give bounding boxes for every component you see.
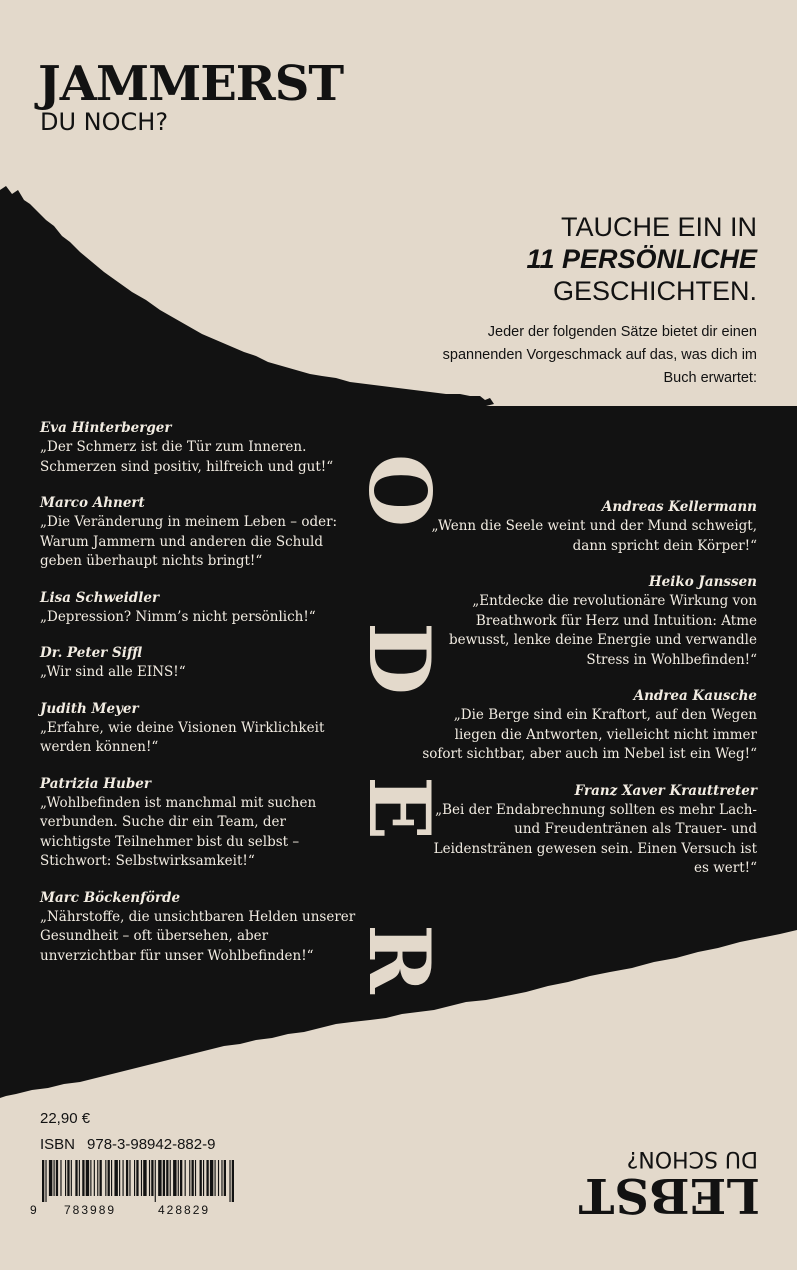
barcode-bar (94, 1160, 95, 1196)
barcode-bar (206, 1160, 208, 1196)
barcode-bar (49, 1160, 52, 1196)
barcode-bar (149, 1160, 150, 1196)
intro-text: Jeder der folgenden Sätze bietet dir einen spannenden Vorgeschmack auf das, was dich im Buch erwartet: (442, 324, 757, 386)
barcode-bar (54, 1160, 55, 1196)
barcode-bar (90, 1160, 91, 1196)
barcode-bar (56, 1160, 58, 1196)
quote-text: „Bei der Endabrechnung sollten es mehr Lach- und Freudentränen als Trauer- und Leidenstränen gewesen sein. Einen Versuch ist es wert!“ (433, 801, 757, 876)
title-jammerst: JAMMERST (38, 56, 344, 112)
quote-item (40, 699, 360, 758)
quote-item (40, 493, 360, 572)
quote-item (417, 781, 757, 879)
quote-text: „Der Schmerz ist die Tür zum Inneren. Schmerzen sind positiv, hilfreich und gut!“ (40, 439, 334, 475)
barcode-bar (218, 1160, 219, 1196)
barcode-bar (143, 1160, 146, 1196)
barcode-bar (185, 1160, 186, 1196)
barcode-digit-first: 9 (30, 1203, 37, 1217)
oder-letter: E (350, 776, 449, 841)
quote-item (40, 888, 360, 967)
barcode-bar (67, 1160, 69, 1196)
barcode-bar (129, 1160, 130, 1196)
quote-text: „Nährstoffe, die unsichtbaren Helden unserer Gesundheit – oft übersehen, aber unverzichtbar für unser Wohlbefinden!“ (40, 908, 356, 964)
barcode-bar (155, 1160, 156, 1202)
barcode-bar (82, 1160, 84, 1196)
oder-letter: R (350, 924, 449, 994)
quote-text: „Entdecke die revolutionäre Wirkung von Breathwork für Herz und Intuition: Atme bewusst, lenke deine Energie und verwandle Stress in Wohlbefinden!“ (448, 593, 757, 668)
barcode-bar (192, 1160, 194, 1196)
subtitle-du-noch: DU NOCH? (40, 108, 169, 136)
quote-text: „Die Berge sind ein Kraftort, auf den Wegen liegen die Antworten, vielleicht nicht immer sofort sichtbar, aber auch im Nebel ist ein Weg!“ (422, 707, 757, 762)
barcode-bar (45, 1160, 46, 1202)
barcode-bar (60, 1160, 61, 1196)
barcode-bar (108, 1160, 110, 1196)
barcode-bar (151, 1160, 153, 1196)
quote-item (417, 686, 757, 765)
oder-letter: O (350, 454, 449, 528)
quotes-right-column (417, 497, 757, 895)
quotes-left-column (40, 418, 360, 982)
quote-item (417, 497, 757, 556)
quote-author: Lisa Schweidler (40, 589, 160, 606)
quote-author: Judith Meyer (40, 700, 139, 717)
barcode-bar (42, 1160, 44, 1202)
title-lebst: LEBST (578, 1167, 760, 1223)
quote-item (40, 643, 360, 683)
headline (457, 211, 757, 307)
quote-author: Dr. Peter Siffl (40, 645, 143, 661)
barcode (42, 1160, 234, 1202)
barcode-bar (229, 1160, 230, 1202)
barcode-bar (221, 1160, 222, 1196)
isbn (40, 1136, 227, 1153)
barcode-bar (123, 1160, 124, 1196)
barcode-bar (180, 1160, 182, 1196)
barcode-bar (189, 1160, 190, 1196)
barcode-bar (114, 1160, 117, 1196)
headline-line-1: TAUCHE EIN IN (560, 212, 757, 242)
quote-text: „Die Veränderung in meinem Leben – oder: Warum Jammern und anderen die Schuld geben überhaupt nichts bringt!“ (40, 514, 338, 569)
barcode-bar (210, 1160, 213, 1196)
barcode-bar (105, 1160, 106, 1196)
isbn-label: ISBN (40, 1136, 76, 1153)
barcode-bar (215, 1160, 216, 1196)
barcode-bar (178, 1160, 179, 1196)
barcode-bar (173, 1160, 176, 1196)
barcode-bar (232, 1160, 234, 1202)
barcode-bar (86, 1160, 89, 1196)
quote-text: „Depression? Nimm’s nicht persönlich!“ (40, 608, 316, 625)
quote-item (40, 418, 360, 477)
headline-line-3: GESCHICHTEN. (552, 276, 757, 306)
quote-author: Marco Ahnert (40, 495, 145, 511)
quote-author: Eva Hinterberger (40, 420, 172, 436)
quote-author: Marc Böckenförde (40, 889, 181, 906)
quote-text: „Wenn die Seele weint und der Mund schweigt, dann spricht dein Körper!“ (431, 518, 757, 554)
barcode-bar (134, 1160, 135, 1196)
barcode-bar (166, 1160, 168, 1196)
barcode-bar (65, 1160, 66, 1196)
barcode-bar (136, 1160, 138, 1196)
barcode-bar (100, 1160, 102, 1196)
oder-letter: D (350, 622, 449, 695)
quote-author: Franz Xaver Krauttreter (574, 782, 757, 799)
quote-item (40, 588, 360, 628)
barcode-digits-right: 428829 (158, 1203, 211, 1217)
barcode-bar (141, 1160, 142, 1196)
isbn-number: 978-3-98942-882-9 (87, 1136, 216, 1153)
quote-item (417, 572, 757, 670)
barcode-bar (111, 1160, 112, 1196)
barcode-bar (126, 1160, 128, 1196)
barcode-bar (195, 1160, 196, 1196)
subtitle-du-schon: DU SCHON? (626, 1146, 758, 1171)
barcode-bar (203, 1160, 204, 1196)
barcode-bar (97, 1160, 98, 1196)
price: 22,90 € (40, 1110, 91, 1127)
barcode-bar (119, 1160, 120, 1196)
barcode-bar (163, 1160, 165, 1196)
quote-author: Patrizia Huber (40, 775, 151, 792)
quote-item (40, 774, 360, 872)
barcode-bar (224, 1160, 226, 1196)
barcode-bar (170, 1160, 171, 1196)
quote-author: Andrea Kausche (633, 688, 757, 704)
barcode-bar (79, 1160, 80, 1196)
barcode-bar (158, 1160, 161, 1196)
barcode-bar (71, 1160, 72, 1196)
barcode-bar (75, 1160, 77, 1196)
upside-down-title (578, 1143, 760, 1223)
quote-text: „Erfahre, wie deine Visionen Wirklichkeit werden können!“ (40, 719, 325, 755)
barcode-digits-left: 783989 (64, 1203, 117, 1217)
quote-text: „Wohlbefinden ist manchmal mit suchen verbunden. Suche dir ein Team, der wichtigste Teilnehmer bist du selbst – Stichwort: Selbstwirksamkeit!“ (40, 794, 317, 869)
quote-text: „Wir sind alle EINS!“ (40, 664, 186, 680)
quote-author: Andreas Kellermann (601, 499, 757, 515)
barcode-bar (200, 1160, 202, 1196)
headline-line-2: 11 PERSÖNLICHE (526, 244, 757, 274)
quote-author: Heiko Janssen (648, 574, 757, 590)
